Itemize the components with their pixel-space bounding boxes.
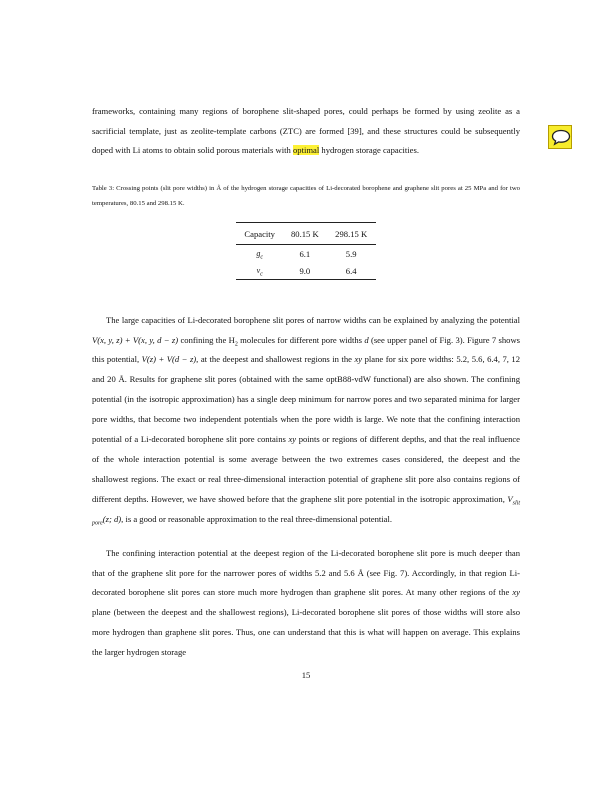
row-label-gc: $g_c$ — [256, 249, 264, 261]
table-row — [236, 262, 376, 280]
header-capacity: Capacity — [244, 228, 275, 239]
table-caption: Table 3: Crossing points (slit pore widths) in Å of the hydrogen storage capacities of Li-decorated borophene and graphene slit pores at 25 MPa and for two temperatures, 80.15 and 298.15 K. — [92, 184, 520, 207]
paragraph-2: The large capacities of Li-decorated borophene slit pores of narrow widths can be explained by analyzing the potential V(x, y, z) + V(x, y, d − z) confining the $H_2$ molecules for different pore widths d (see upper panel of Fig. 3). Figure 7 shows this potential, V(z) + V(d − z), at the deepest and shallowest regions in the xy plane for six pore widths: 5.2, 5.6, 6.4, 7, 12 and 20 Å. Results for graphene slit pores (obtained with the same optB88-vdW functional) are also shown. The confining potential (in the isotropic approximation) has a single deep minimum for narrow pores and two separated minima for larger pore widths, that become two independent potentials when the pore width is large. We note that the confining interaction potential of a Li-decorated borophene slit pore contains xy points or regions of different depths, and that the real influence of the whole interaction potential is some average between the two extremes cases considered, the deepest and the shallowest regions. The exact or real three-dimensional interaction potential of graphene slit pore also contains regions of different depths. However, we have showed before that the graphene slit pore potential in the isotropic approximation, $V_{slit pore}(z$; d), is a good or reasonable approximation to the real three-dimensional potential. — [92, 314, 521, 527]
header-80k: 80.15 K — [291, 228, 319, 239]
cell-value: 6.4 — [345, 265, 357, 276]
crossing-points-table — [236, 222, 376, 280]
page-number: 15 — [301, 670, 311, 680]
paragraph-1: frameworks, containing many regions of borophene slit-shaped pores, could perhaps be formed by using zeolite as a sacrificial template, just as zeolite-template carbons (ZTC) are formed [39], and these structures could be subsequently doped with Li atoms to obtain solid porous materials with optimal hydrogen storage capacities. — [92, 105, 520, 156]
table-header-row — [236, 223, 376, 245]
cell-value: 9.0 — [299, 265, 311, 276]
table-row — [236, 245, 376, 263]
header-298k: 298.15 K — [335, 228, 368, 239]
highlighted-word[interactable]: optimal — [292, 145, 320, 156]
cell-value: 6.1 — [299, 248, 311, 259]
cell-value: 5.9 — [345, 248, 357, 259]
paragraph-3: The confining interaction potential at the deepest region of the Li-decorated borophene slit pore is much deeper than that of the graphene slit pore for the narrower pores of widths 5.2 and 5.6 Å (see Fig. 7). Accordingly, in that region Li-decorated borophene slit pores can store much more hydrogen than graphene slit pores. At many other regions of the xy plane (between the deepest and the shallowest regions), Li-decorated borophene slit pores of those widths will store also more hydrogen than graphene slit pores. Thus, one can understand that this is what will happen on average. This explains the larger hydrogen storage — [92, 547, 520, 658]
row-label-vc: $v_c$ — [256, 266, 263, 278]
comment-note-icon[interactable] — [548, 125, 572, 149]
